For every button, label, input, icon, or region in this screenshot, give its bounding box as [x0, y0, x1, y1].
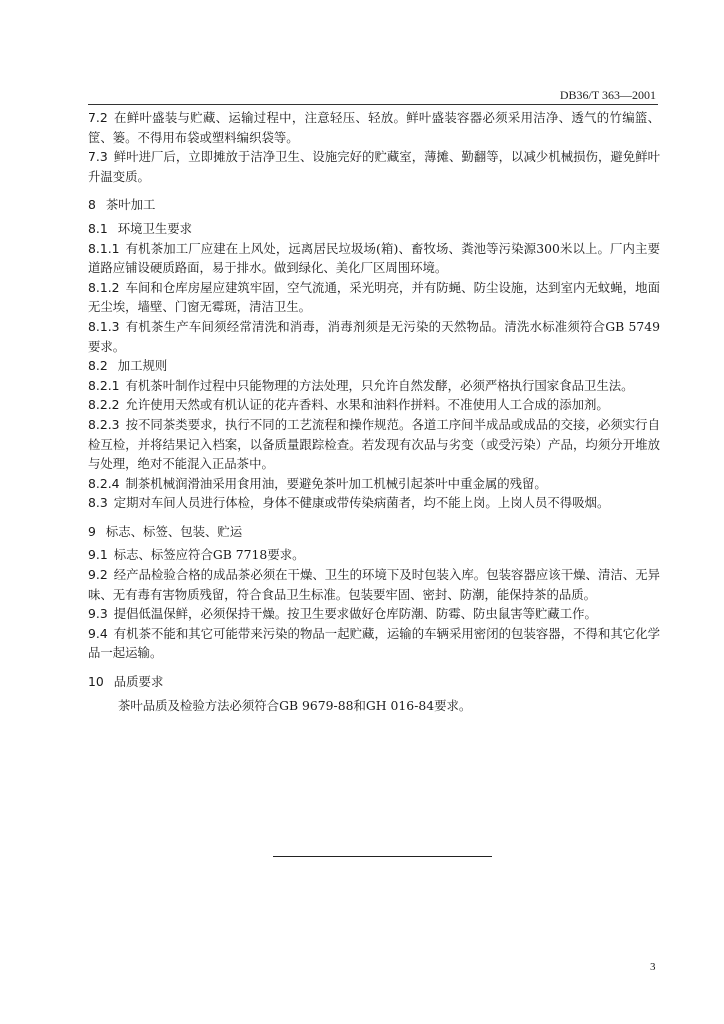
heading-8-1: [88, 219, 660, 239]
clause-text: 有机茶叶制作过程中只能物理的方法处理，只允许自然发酵，必须严格执行国家食品卫生法。: [125, 377, 634, 393]
clause-number: 9.4: [88, 625, 108, 641]
clause-text: 鲜叶进厂后，立即摊放于洁净卫生、设施完好的贮藏室，薄摊、勤翻等，以减少机械损伤，避免鲜叶升温变质。: [88, 149, 660, 184]
clause-number: 7.2: [88, 110, 108, 125]
clause-number: 8.1.2: [88, 279, 120, 295]
header-rule: [88, 104, 658, 105]
page-number: 3: [650, 961, 656, 973]
clause-9-3: [88, 604, 660, 624]
clause-number: 8.2.4: [88, 475, 120, 491]
heading-number: 9: [88, 523, 96, 539]
clause-text: 有机茶不能和其它可能带来污染的物品一起贮藏，运输的车辆采用密闭的包装容器，不得和其它化学品一起运输。: [88, 625, 660, 661]
clause-text: 经产品检验合格的成品茶必须在干燥、卫生的环境下及时包装入库。包装容器应该干燥、清洁、无异味、无有毒有害物质残留，符合食品卫生标准。包装要牢固、密封、防潮，能保持茶的品质。: [88, 567, 660, 602]
clause-9-2: [88, 565, 660, 604]
clause-number: 8.1.3: [88, 318, 120, 334]
heading-text: 加工规则: [117, 358, 168, 374]
clause-number: 8.1.1: [88, 240, 120, 256]
heading-text: 环境卫生要求: [117, 220, 193, 236]
heading-text: 茶叶加工: [105, 197, 156, 213]
heading-8-2: [88, 356, 660, 376]
heading-number: 10: [88, 674, 104, 690]
clause-number: 8.2.2: [88, 397, 120, 413]
clause-number: 9.1: [88, 547, 108, 563]
heading-9: [88, 522, 660, 542]
clause-8-3: [88, 493, 660, 513]
clause-8-1-3: [88, 317, 660, 356]
heading-8: [88, 195, 660, 215]
quality-requirement-text: 茶叶品质及检验方法必须符合GB 9679-88和GH 016-84要求。: [118, 697, 472, 713]
document-body: [88, 108, 660, 715]
clause-9-1: [88, 545, 660, 565]
clause-number: 8.3: [88, 495, 108, 511]
heading-text: 标志、标签、包装、贮运: [105, 523, 243, 539]
end-of-document-rule: [273, 856, 492, 857]
clause-7-2: [88, 108, 660, 147]
clause-text: 车间和仓库房屋应建筑牢固，空气流通，采光明亮，并有防蝇、防尘设施，达到室内无蚊蝇，地面无尘埃，墙壁、门窗无霉斑，清洁卫生。: [88, 279, 660, 315]
heading-number: 8: [88, 197, 96, 213]
heading-number: 8.2: [88, 358, 108, 374]
clause-text: 标志、标签应符合GB 7718要求。: [113, 547, 305, 563]
clause-number: 8.2.1: [88, 377, 120, 393]
clause-number: 9.2: [88, 567, 108, 583]
clause-8-1-2: [88, 278, 660, 317]
heading-text: 品质要求: [113, 674, 164, 690]
clause-text: 有机茶生产车间须经常清洗和消毒，消毒剂须是无污染的天然物品。清洗水标准须符合GB 5749要求。: [88, 318, 660, 354]
clause-9-4: [88, 624, 660, 663]
clause-8-1-1: [88, 239, 660, 278]
clause-number: 7.3: [88, 149, 108, 165]
clause-8-2-4: [88, 474, 660, 494]
clause-number: 8.2.3: [88, 416, 120, 432]
clause-number: 9.3: [88, 606, 108, 622]
clause-text: 在鲜叶盛装与贮藏、运输过程中，注意轻压、轻放。鲜叶盛装容器必须采用洁净、透气的竹编篮、筐、篓。不得用布袋或塑料编织袋等。: [88, 110, 660, 145]
clause-text: 允许使用天然或有机认证的花卉香料、水果和油料作拼料。不准使用人工合成的添加剂。: [125, 397, 609, 413]
clause-text: 提倡低温保鲜，必须保持干燥。按卫生要求做好仓库防潮、防霉、防虫鼠害等贮藏工作。: [113, 606, 597, 622]
clause-8-2-1: [88, 376, 660, 396]
heading-10: [88, 672, 660, 692]
clause-text: 制茶机械润滑油采用食用油，要避免茶叶加工机械引起茶叶中重金属的残留。: [125, 475, 547, 491]
clause-8-2-2: [88, 395, 660, 415]
standard-code: DB36/T 363—2001: [559, 88, 656, 102]
clause-text: 有机茶加工厂应建在上风处，远离居民垃圾场(箱)、畜牧场、粪池等污染源300米以上。厂内主要道路应铺设硬质路面，易于排水。做到绿化、美化厂区周围环境。: [88, 240, 660, 276]
clause-7-3: [88, 147, 660, 186]
heading-number: 8.1: [88, 220, 108, 236]
clause-text: 按不同茶类要求，执行不同的工艺流程和操作规范。各道工序间半成品或成品的交接，必须实行自检互检，并将结果记入档案，以备质量跟踪检查。若发现有次品与劣变（或受污染）产品，均须分开堆放与处理，绝对不能混入正品茶中。: [88, 416, 660, 472]
clause-text: 定期对车间人员进行体检，身体不健康或带传染病菌者，均不能上岗。上岗人员不得吸烟。: [113, 495, 610, 511]
clause-8-2-3: [88, 415, 660, 474]
